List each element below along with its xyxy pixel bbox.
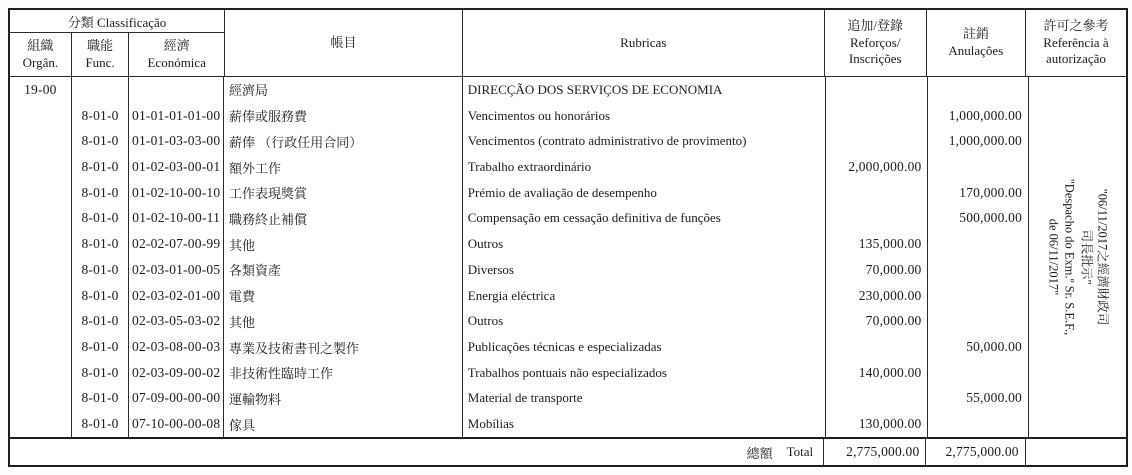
autorizacao-label-pt2: autorização — [1045, 51, 1106, 67]
func-code: 8-01-0 — [72, 360, 130, 386]
total-anulacoes-amount: 2,775,000.00 — [926, 439, 1025, 465]
reforcos-amount: 2,000,000.00 — [826, 154, 929, 180]
column-header-anulacoes — [927, 10, 1026, 76]
funcional-label-zh: 職能 — [87, 38, 114, 54]
econ-code: 02-03-09-00-02 — [129, 360, 224, 386]
func-code: 8-01-0 — [72, 386, 130, 412]
anulacoes-amount — [928, 257, 1028, 283]
authorization-reference-text — [1045, 82, 1110, 432]
rubrica-pt: Vencimentos ou honorários — [463, 103, 826, 129]
account-name-zh: 薪俸或服務費 — [224, 103, 463, 129]
org-code — [10, 411, 72, 437]
autorizacao-label-pt1: Referência à — [1043, 34, 1109, 50]
org-code — [10, 206, 72, 232]
econ-code: 02-03-08-00-03 — [129, 334, 224, 360]
rubrica-pt: Prémio de avaliação de desempenho — [463, 180, 826, 206]
classification-group-label: 分類 Classificação — [10, 10, 224, 33]
authorization-line-4: de 06/11/2017" — [1046, 218, 1061, 296]
econ-code: 02-02-07-00-99 — [129, 231, 224, 257]
budget-table — [8, 8, 1128, 467]
table-row — [10, 334, 1028, 360]
economica-label-pt: Económica — [147, 54, 206, 70]
rubrica-pt: Compensação em cessação definitiva de funções — [463, 206, 826, 232]
total-authorization-empty-cell — [1026, 439, 1126, 465]
org-code — [10, 154, 72, 180]
econ-code: 02-03-05-03-02 — [129, 308, 224, 334]
org-code — [10, 360, 72, 386]
table-row — [10, 231, 1028, 257]
table-row — [10, 386, 1028, 412]
funcional-label-pt: Func. — [85, 54, 115, 70]
account-name-zh: 傢具 — [224, 411, 463, 437]
econ-code: 01-02-03-00-01 — [129, 154, 224, 180]
table-row — [10, 360, 1028, 386]
account-name-zh: 運輸物料 — [224, 386, 463, 412]
func-code: 8-01-0 — [72, 334, 130, 360]
func-code: 8-01-0 — [72, 257, 130, 283]
reforcos-amount — [826, 103, 929, 129]
org-code — [10, 128, 72, 154]
econ-code: 02-03-02-01-00 — [129, 283, 224, 309]
func-code: 8-01-0 — [72, 206, 130, 232]
reforcos-amount: 135,000.00 — [826, 231, 929, 257]
reforcos-amount: 70,000.00 — [826, 308, 929, 334]
econ-code: 07-09-00-00-00 — [129, 386, 224, 412]
reforcos-amount: 230,000.00 — [826, 283, 929, 309]
reforcos-amount — [826, 128, 929, 154]
account-name-zh: 薪俸 （行政任用合同） — [224, 128, 463, 154]
anulacoes-amount — [928, 360, 1028, 386]
org-code — [10, 180, 72, 206]
econ-code: 02-03-01-00-05 — [129, 257, 224, 283]
account-name-zh: 經濟局 — [224, 77, 463, 103]
rubrica-pt: Energia eléctrica — [463, 283, 826, 309]
org-code — [10, 231, 72, 257]
table-row — [10, 154, 1028, 180]
reforcos-amount: 130,000.00 — [826, 411, 929, 437]
table-row — [10, 308, 1028, 334]
econ-code: 01-02-10-00-10 — [129, 180, 224, 206]
total-label — [10, 439, 824, 465]
rubrica-pt: Vencimentos (contrato administrativo de provimento) — [463, 128, 826, 154]
table-row — [10, 257, 1028, 283]
account-name-zh: 工作表現獎賞 — [224, 180, 463, 206]
org-code — [10, 103, 72, 129]
rubrica-pt: Mobílias — [463, 411, 826, 437]
econ-code: 07-10-00-00-08 — [129, 411, 224, 437]
anulacoes-amount: 1,000,000.00 — [948, 133, 1023, 149]
rubricas-label: Rubricas — [620, 34, 667, 50]
autorizacao-label-zh: 許可之參考 — [1043, 17, 1109, 33]
account-name-zh: 各類資產 — [224, 257, 463, 283]
anulacoes-label-zh: 註銷 — [962, 26, 989, 42]
rubrica-pt: Outros — [463, 231, 826, 257]
func-code — [72, 77, 130, 103]
rubrica-pt: Publicações técnicas e especializadas — [463, 334, 826, 360]
account-name-zh: 職務終止補償 — [224, 206, 463, 232]
authorization-line-2: 司長批示" — [1078, 229, 1093, 285]
table-header — [10, 10, 1126, 77]
table-body-rows — [10, 77, 1028, 437]
economica-label-zh: 經濟 — [163, 38, 190, 54]
org-code — [10, 257, 72, 283]
anulacoes-amount: 55,000.00 — [966, 390, 1023, 406]
reforcos-amount — [826, 180, 929, 206]
econ-code — [129, 77, 224, 103]
rubrica-pt: Trabalho extraordinário — [463, 154, 826, 180]
column-header-funcional — [72, 33, 130, 76]
anulacoes-amount — [928, 231, 1028, 257]
anulacoes-label-pt: Anulações — [948, 43, 1004, 58]
func-code: 8-01-0 — [72, 180, 130, 206]
rubrica-pt: Trabalhos pontuais não especializados — [463, 360, 826, 386]
org-code: 19-00 — [10, 77, 72, 103]
table-body — [10, 77, 1126, 437]
account-name-zh: 額外工作 — [224, 154, 463, 180]
func-code: 8-01-0 — [72, 231, 130, 257]
func-code: 8-01-0 — [72, 154, 130, 180]
reforcos-amount: 70,000.00 — [826, 257, 929, 283]
orgao-label-zh: 組織 — [27, 38, 54, 54]
column-header-accounts — [225, 10, 463, 76]
org-code — [10, 334, 72, 360]
org-code — [10, 308, 72, 334]
anulacoes-amount: 1,000,000.00 — [948, 107, 1023, 123]
column-header-economica — [129, 33, 224, 76]
anulacoes-amount — [928, 154, 1028, 180]
rubrica-pt: Diversos — [463, 257, 826, 283]
column-header-orgao — [10, 33, 72, 76]
account-name-zh: 專業及技術書刊之製作 — [224, 334, 463, 360]
anulacoes-amount — [928, 77, 1028, 103]
column-header-autorizacao — [1026, 10, 1126, 76]
reforcos-amount — [826, 334, 929, 360]
rubrica-pt: Material de transporte — [463, 386, 826, 412]
authorization-line-3: "Despacho do Exm.º Sr. S.E.F., — [1062, 178, 1077, 336]
anulacoes-amount: 50,000.00 — [966, 339, 1023, 355]
column-header-rubricas — [463, 10, 825, 76]
reforcos-label-pt2: Inscrições — [848, 51, 902, 67]
authorization-line-1: "06/11/2017之經濟財政司 — [1095, 188, 1109, 326]
anulacoes-amount — [928, 283, 1028, 309]
econ-code: 01-01-01-01-00 — [129, 103, 224, 129]
anulacoes-amount — [928, 308, 1028, 334]
anulacoes-amount — [928, 411, 1028, 437]
reforcos-label-pt1: Reforços/ — [849, 34, 901, 50]
org-code — [10, 386, 72, 412]
reforcos-amount — [826, 386, 929, 412]
classification-subheaders — [10, 33, 224, 76]
account-name-zh: 其他 — [224, 231, 463, 257]
accounts-label: 帳目 — [330, 34, 357, 50]
reforcos-amount — [826, 77, 929, 103]
reforcos-label-zh: 追加/登錄 — [847, 17, 904, 33]
account-name-zh: 非技術性臨時工作 — [224, 360, 463, 386]
func-code: 8-01-0 — [72, 411, 130, 437]
account-name-zh: 電費 — [224, 283, 463, 309]
anulacoes-amount: 170,000.00 — [959, 184, 1023, 200]
reforcos-amount: 140,000.00 — [826, 360, 929, 386]
table-row — [10, 180, 1028, 206]
rubrica-pt: DIRECÇÃO DOS SERVIÇOS DE ECONOMIA — [463, 77, 826, 103]
total-reforcos-amount: 2,775,000.00 — [824, 439, 926, 465]
authorization-reference-cell — [1028, 77, 1126, 437]
org-code — [10, 283, 72, 309]
table-row — [10, 206, 1028, 232]
econ-code: 01-01-03-03-00 — [129, 128, 224, 154]
table-row — [10, 128, 1028, 154]
classification-group-header — [10, 10, 225, 76]
func-code: 8-01-0 — [72, 103, 130, 129]
func-code: 8-01-0 — [72, 128, 130, 154]
func-code: 8-01-0 — [72, 308, 130, 334]
table-row — [10, 411, 1028, 437]
func-code: 8-01-0 — [72, 283, 130, 309]
reforcos-amount — [826, 206, 929, 232]
econ-code: 01-02-10-00-11 — [129, 206, 224, 232]
table-row — [10, 77, 1028, 103]
total-row — [10, 437, 1126, 465]
column-header-reforcos — [825, 10, 927, 76]
table-row — [10, 283, 1028, 309]
rubrica-pt: Outros — [463, 308, 826, 334]
orgao-label-pt: Orgân. — [22, 54, 59, 70]
total-label-pt: Total — [786, 444, 814, 459]
table-row — [10, 103, 1028, 129]
total-label-zh: 總額 — [746, 445, 773, 461]
anulacoes-amount: 500,000.00 — [959, 210, 1023, 226]
account-name-zh: 其他 — [224, 308, 463, 334]
